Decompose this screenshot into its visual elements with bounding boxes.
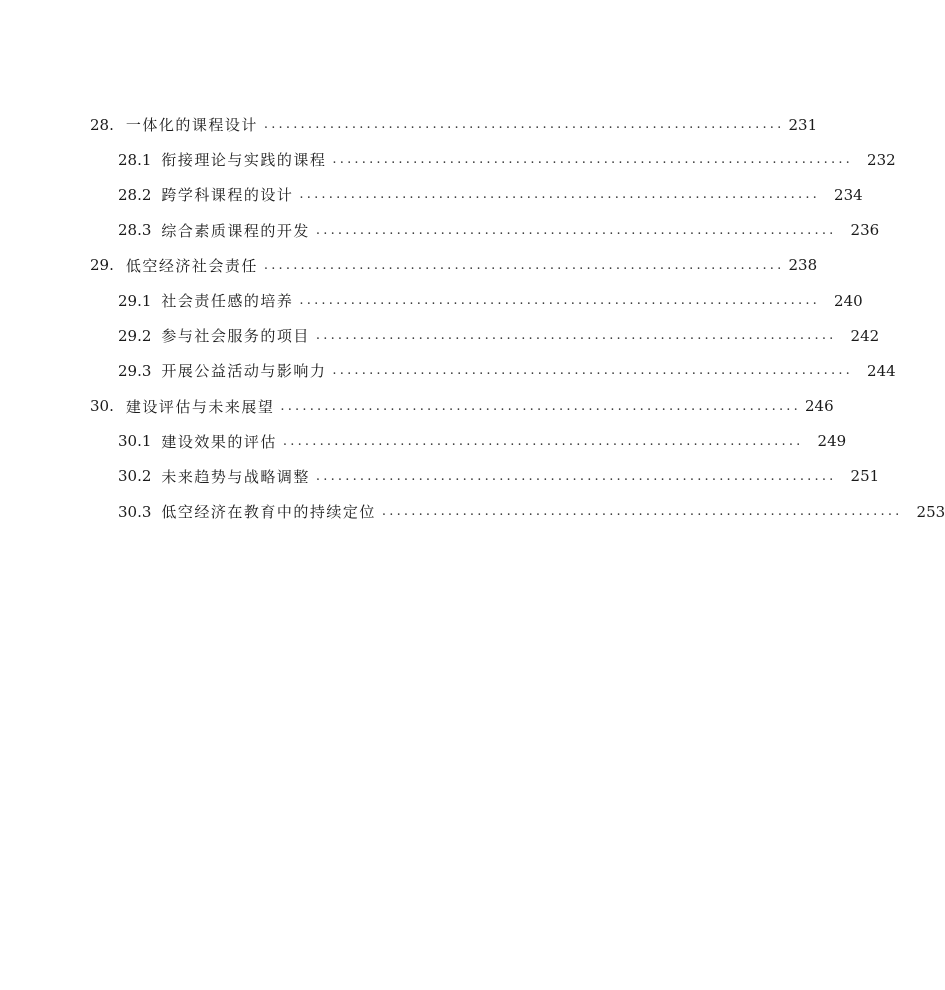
dot-leader: ....................................................................... bbox=[299, 187, 821, 203]
toc-entry-number: 30. bbox=[90, 397, 114, 416]
toc-entry-page: 244 bbox=[867, 361, 896, 380]
toc-entry-page: 236 bbox=[850, 221, 880, 240]
dot-leader: ....................................................................... bbox=[280, 398, 801, 414]
toc-entry-number: 30.3 bbox=[118, 502, 152, 521]
table-of-contents bbox=[0, 107, 945, 529]
toc-entry-number: 28.1 bbox=[118, 150, 152, 169]
toc-entry-page: 249 bbox=[817, 432, 847, 451]
dot-leader: ....................................................................... bbox=[282, 433, 804, 449]
toc-entry-title: 建设效果的评估 bbox=[161, 432, 277, 451]
toc-entry-number: 28. bbox=[90, 115, 114, 134]
toc-entry-title: 建设评估与未来展望 bbox=[125, 397, 275, 416]
toc-entry[interactable] bbox=[0, 459, 880, 494]
toc-entry-title: 跨学科课程的设计 bbox=[161, 186, 294, 205]
dot-leader: ....................................................................... bbox=[332, 152, 854, 168]
dot-leader: ....................................................................... bbox=[315, 328, 837, 344]
toc-entry-page: 246 bbox=[804, 397, 834, 416]
toc-entry-title: 综合素质课程的开发 bbox=[161, 221, 310, 240]
toc-entry-page: 234 bbox=[834, 185, 863, 204]
dot-leader: ....................................................................... bbox=[299, 293, 821, 309]
toc-entry[interactable] bbox=[0, 283, 863, 318]
toc-entry-number: 29.3 bbox=[118, 361, 152, 380]
toc-entry[interactable] bbox=[0, 494, 945, 529]
toc-entry[interactable] bbox=[0, 177, 863, 212]
toc-entry-page: 240 bbox=[834, 291, 863, 310]
toc-entry-number: 28.2 bbox=[118, 185, 152, 204]
toc-entry[interactable] bbox=[0, 142, 896, 177]
toc-entry-number: 30.2 bbox=[118, 467, 152, 486]
toc-entry-number: 29. bbox=[90, 256, 114, 275]
toc-entry-number: 29.2 bbox=[118, 326, 152, 345]
toc-entry-title: 开展公益活动与影响力 bbox=[161, 362, 327, 381]
toc-entry-number: 29.1 bbox=[118, 291, 152, 310]
toc-entry-title: 一体化的课程设计 bbox=[125, 116, 258, 135]
toc-entry[interactable] bbox=[0, 424, 847, 459]
toc-entry-title: 参与社会服务的项目 bbox=[161, 327, 310, 346]
toc-entry[interactable] bbox=[0, 318, 880, 353]
dot-leader: ....................................................................... bbox=[263, 117, 785, 133]
dot-leader: ....................................................................... bbox=[381, 504, 903, 520]
toc-entry-page: 238 bbox=[788, 256, 818, 275]
toc-entry-page: 253 bbox=[916, 502, 945, 521]
toc-entry-page: 251 bbox=[850, 467, 880, 486]
toc-entry-page: 231 bbox=[788, 115, 818, 134]
toc-entry-page: 242 bbox=[850, 326, 880, 345]
toc-entry[interactable] bbox=[0, 107, 818, 142]
toc-entry-title: 未来趋势与战略调整 bbox=[161, 467, 310, 486]
toc-entry-title: 衔接理论与实践的课程 bbox=[161, 151, 327, 170]
toc-entry[interactable] bbox=[0, 389, 834, 424]
toc-entry-number: 28.3 bbox=[118, 221, 152, 240]
toc-entry-title: 社会责任感的培养 bbox=[161, 292, 294, 311]
toc-entry-title: 低空经济社会责任 bbox=[125, 256, 258, 275]
toc-entry[interactable] bbox=[0, 248, 818, 283]
dot-leader: ....................................................................... bbox=[315, 468, 837, 484]
dot-leader: ....................................................................... bbox=[315, 222, 837, 238]
toc-entry[interactable] bbox=[0, 213, 880, 248]
toc-entry-number: 30.1 bbox=[118, 432, 152, 451]
toc-entry-page: 232 bbox=[867, 150, 896, 169]
dot-leader: ....................................................................... bbox=[332, 363, 854, 379]
toc-entry-title: 低空经济在教育中的持续定位 bbox=[161, 503, 376, 522]
dot-leader: ....................................................................... bbox=[263, 257, 785, 273]
toc-entry[interactable] bbox=[0, 353, 896, 388]
